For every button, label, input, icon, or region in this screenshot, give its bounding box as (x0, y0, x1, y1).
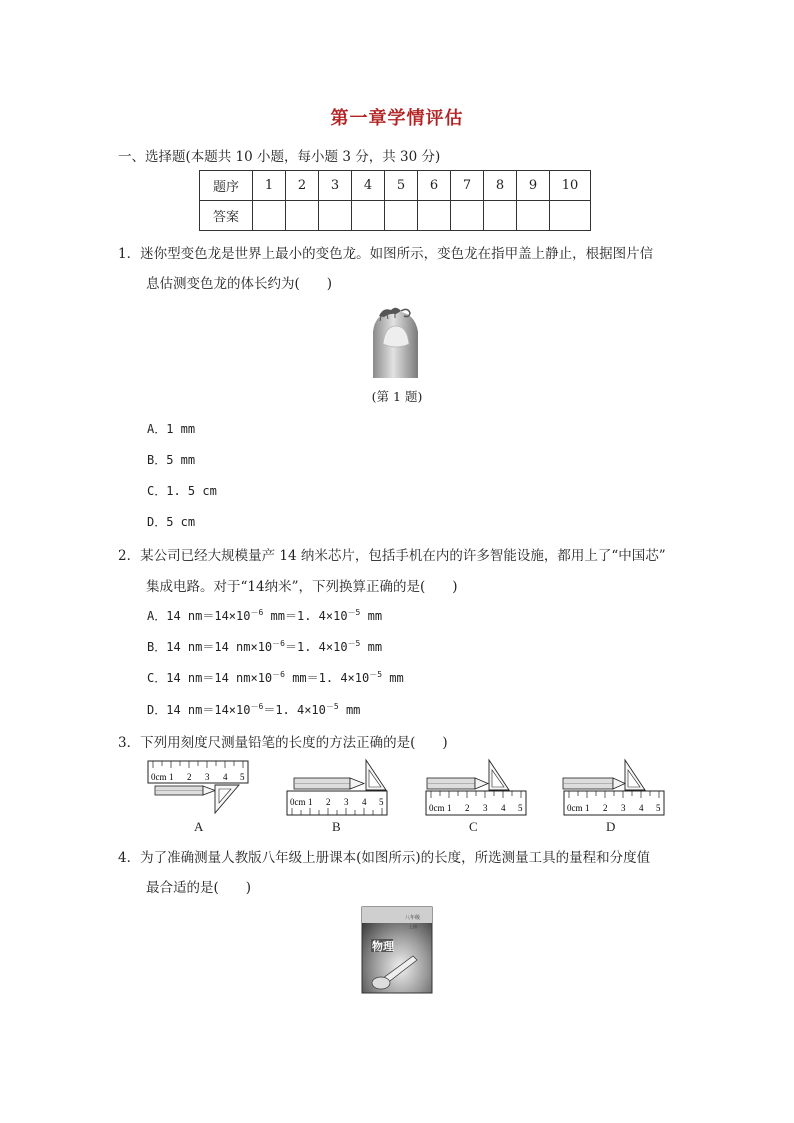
table-cell: 1 (253, 171, 286, 201)
table-cell: 3 (319, 171, 352, 201)
ruler-label: 2 (603, 803, 608, 813)
table-cell: 2 (286, 171, 319, 201)
page-title: 第一章学情评估 (330, 108, 464, 129)
book-volume: 上册 (409, 924, 417, 929)
question-4-line-1: 4．为了准确测量人教版八年级上册课本(如图所示)的长度，所选测量工具的量程和分度值 (118, 850, 651, 866)
physics-textbook-cover (361, 906, 433, 994)
question-1-option-a: A．1 mm (147, 422, 196, 436)
question-4-line-2: 最合适的是( ) (146, 880, 252, 896)
table-cell: 4 (352, 171, 385, 201)
table-header-cell: 题序 (200, 171, 253, 201)
ruler-label: 5 (518, 803, 523, 813)
ruler-label: 5 (656, 803, 661, 813)
question-1-option-d: D．5 cm (147, 515, 196, 529)
question-2-line-2: 集成电路。对于“14纳米”，下列换算正确的是( ) (146, 579, 458, 595)
question-2-option-d: D．14 $nm=14\times 10^{-6}=1$. $4\times 10^{-5}$ mm (147, 702, 361, 717)
ruler-label: 0cm (567, 803, 583, 813)
figure-label-c: C (469, 819, 478, 834)
answer-cell[interactable] (286, 201, 319, 231)
question-2-option-c: C．14 nm＝14 $nm\times 10^{-6}$ mm＝1. $4\times 10^{-5}$ mm (147, 670, 404, 685)
figure-label-a: A (194, 819, 204, 834)
ruler-label: 3 (344, 797, 349, 807)
table-cell: 8 (484, 171, 517, 201)
ruler-figure-d (561, 758, 667, 822)
answer-cell[interactable] (451, 201, 484, 231)
question-1-option-c: C．1. 5 cm (147, 484, 217, 498)
table-cell: 5 (385, 171, 418, 201)
table-cell: 6 (418, 171, 451, 201)
ruler-label: 4 (501, 803, 506, 813)
ruler-label: 4 (223, 772, 228, 782)
question-1-option-b: B．5 mm (147, 453, 196, 467)
question-1-line-2: 息估测变色龙的体长约为( ) (146, 276, 333, 292)
ruler-label: 2 (326, 797, 331, 807)
answer-cell[interactable] (319, 201, 352, 231)
ruler-figure-b (284, 758, 390, 822)
answer-cell[interactable] (385, 201, 418, 231)
ruler-label: 5 (379, 797, 384, 807)
answer-cell[interactable] (550, 201, 591, 231)
table-cell: 7 (451, 171, 484, 201)
answer-cell[interactable] (253, 201, 286, 231)
ruler-label: 3 (205, 772, 210, 782)
fingertip-chameleon-image (365, 302, 427, 378)
answer-table (199, 170, 591, 231)
ruler-label: 4 (639, 803, 644, 813)
answer-cell[interactable] (352, 201, 385, 231)
figure-label-b: B (332, 819, 341, 834)
question-2-option-a: A．14 $nm=14\times 10^{-6}$ mm＝1. $4\times 10^{-5}$ mm (147, 608, 383, 623)
pencil (563, 778, 625, 789)
answer-cell[interactable] (517, 201, 550, 231)
question-3-line-1: 3．下列用刻度尺测量铅笔的长度的方法正确的是( ) (118, 735, 448, 751)
table-cell: 10 (550, 171, 591, 201)
ruler-label: 2 (187, 772, 192, 782)
figure-label-d: D (606, 819, 616, 834)
pencil (294, 778, 364, 789)
ruler-label: 1 (447, 803, 452, 813)
section-heading: 一、选择题(本题共 10 小题，每小题 3 分，共 30 分) (118, 149, 441, 165)
pencil (427, 778, 488, 789)
book-grade: 八年级 (405, 915, 421, 921)
ruler-label: 2 (465, 803, 470, 813)
question-2-option-b: B．14 nm＝14 $nm\times 10^{-6}=1$. $4\times 10^{-5}$ mm (147, 639, 383, 654)
table-header-cell: 答案 (200, 201, 253, 231)
ruler-label: 1 (308, 797, 313, 807)
figure-1-caption: (第 1 题) (371, 389, 423, 404)
question-1-line-1: 1．迷你型变色龙是世界上最小的变色龙。如图所示，变色龙在指甲盖上静止，根据图片信 (118, 246, 654, 262)
table-row (200, 201, 591, 231)
ruler-figure-c (423, 758, 529, 822)
ruler-label: 0cm (151, 772, 167, 782)
answer-cell[interactable] (418, 201, 451, 231)
pencil (155, 786, 215, 795)
ruler-label: 3 (621, 803, 626, 813)
ruler-label: 4 (362, 797, 367, 807)
table-row (200, 171, 591, 201)
book-title: 物理 (372, 940, 394, 953)
ruler-label: 0cm (429, 803, 445, 813)
ruler-label: 1 (169, 772, 174, 782)
ruler-label: 0cm (290, 797, 306, 807)
table-cell: 9 (517, 171, 550, 201)
ruler-label: 1 (585, 803, 590, 813)
answer-cell[interactable] (484, 201, 517, 231)
ruler-label: 3 (483, 803, 488, 813)
question-2-line-1: 2．某公司已经大规模量产 14 纳米芯片，包括手机在内的许多智能设施，都用上了“中国芯” (118, 548, 666, 564)
ruler-label: 5 (240, 772, 245, 782)
